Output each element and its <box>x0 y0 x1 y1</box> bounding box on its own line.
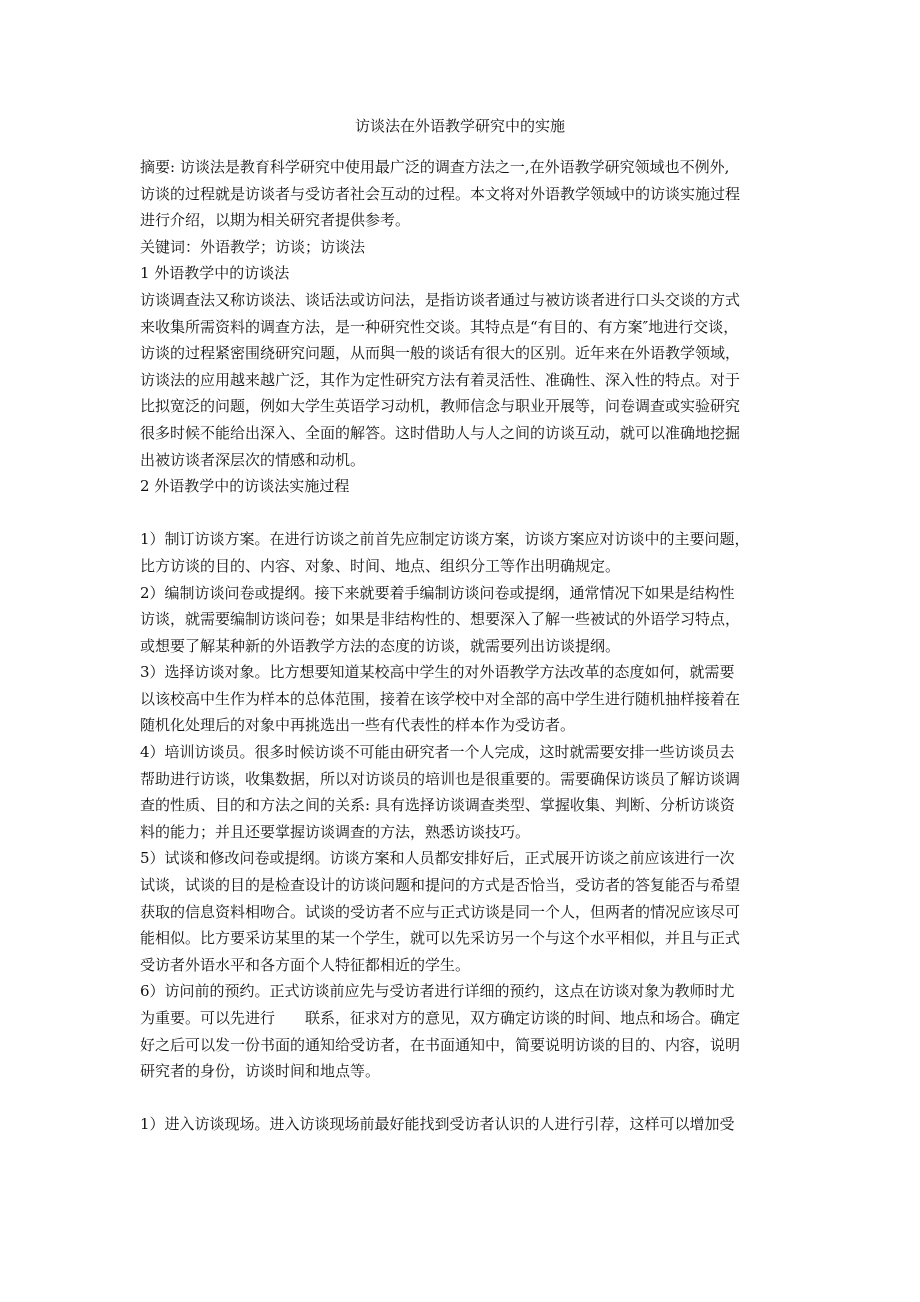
paragraph-line: 6）访问前的预约。正式访谈前应先与受访者进行详细的预约，这点在访谈对象为教师时尤 <box>140 982 735 1001</box>
paragraph-line: 比拟宽泛的问题，例如大学生英语学习动机，教师信念与职业开展等，问卷调查或实验研究 <box>140 397 741 416</box>
paragraph-line: 为重要。可以先进行 联系，征求对方的意见，双方确定访谈的时间、地点和场合。确定 <box>140 1009 741 1027</box>
paragraph-line: 5）试谈和修改问卷或提纲。访谈方案和人员都安排好后，正式展开访谈之前应该进行一次 <box>140 849 735 868</box>
paragraph-line: 访谈法的应用越来越广泛，其作为定性研究方法有着灵活性、准确性、深入性的特点。对于 <box>140 370 741 389</box>
paragraph-line: 访谈的过程紧密围绕研究问题，从而與一般的谈话有很大的区别。近年来在外语教学领域， <box>140 344 741 363</box>
section-3-body <box>140 1111 790 1138</box>
section-heading: 1 外语教学中的访谈法 <box>140 264 290 283</box>
paragraph-line: 来收集所需资料的调查方法，是一种研究性交谈。其特点是“有目的、有方案″地进行交谈， <box>140 317 739 336</box>
section-2-body <box>140 526 790 1084</box>
paragraph-line: 以该校高中生作为样本的总体范围，接着在该学校中对全部的高中学生进行随机抽样接着在 <box>140 689 741 708</box>
abstract-line: 访谈的过程就是访谈者与受访者社会互动的过程。本文将对外语教学领域中的访谈实施过程 <box>140 184 741 203</box>
paragraph-line: 2）编制访谈问卷或提纲。接下来就要着手编制访谈问卷或提纲，通常情况下如果是结构性 <box>140 583 735 602</box>
paragraph-line: 访谈，就需要编制访谈问卷；如果是非结构性的、想要深入了解一些被试的外语学习特点， <box>140 610 741 629</box>
paragraph-line: 好之后可以发一份书面的通知给受访者，在书面通知中，简要说明访谈的目的、内容，说明 <box>140 1035 741 1054</box>
blank-line <box>140 1085 790 1112</box>
document-title: 访谈法在外语教学研究中的实施 <box>354 117 565 135</box>
abstract-line: 摘要: 访谈法是教育科学研究中使用最广泛的调查方法之一,在外语教学研究领域也不例外, <box>140 158 730 176</box>
paragraph-line: 1）制订访谈方案。在进行访谈之前首先应制定访谈方案，访谈方案应对访谈中的主要问题， <box>140 530 750 549</box>
paragraph-line: 随机化处理后的对象中再挑选出一些有代表性的样本作为受访者。 <box>140 716 576 735</box>
section-1-body <box>140 287 790 473</box>
abstract <box>140 154 790 234</box>
document-body <box>140 154 790 1138</box>
blank-line <box>140 500 790 527</box>
paragraph-line: 出被访谈者深层次的情感和动机。 <box>140 450 366 469</box>
paragraph-line: 获取的信息资料相吻合。试谈的受访者不应与正式访谈是同一个人，但两者的情况应该尽可 <box>140 902 741 921</box>
paragraph-line: 1）进入访谈现场。进入访谈现场前最好能找到受访者认识的人进行引荐，这样可以增加受 <box>140 1115 735 1134</box>
abstract-line: 进行介绍，以期为相关研究者提供参考。 <box>140 211 411 230</box>
paragraph-line: 很多时候不能给出深入、全面的解答。这时借助人与人之间的访谈互动，就可以准确地挖掘 <box>140 423 741 442</box>
paragraph-line: 料的能力；并且还要掌握访谈调查的方法，熟悉访谈技巧。 <box>140 822 531 841</box>
paragraph-line: 试谈，试谈的目的是检查设计的访谈问题和提问的方式是否恰当，受访者的答复能否与希望 <box>140 876 741 895</box>
paragraph-line: 访谈调查法又称访谈法、谈话法或访问法，是指访谈者通过与被访谈者进行口头交谈的方式 <box>140 290 741 309</box>
paragraph-line: 4）培训访谈员。很多时候访谈不可能由研究者一个人完成，这时就需要安排一些访谈员去 <box>140 743 735 762</box>
paragraph-line: 查的性质、目的和方法之间的关系: 具有选择访谈调查类型、掌握收集、判断、分析访谈资 <box>140 796 735 815</box>
paragraph-line: 比方访谈的目的、内容、对象、时间、地点、组织分工等作出明确规定。 <box>140 556 621 575</box>
paragraph-line: 能相似。比方要采访某里的某一个学生，就可以先采访另一个与这个水平相似，并且与正式 <box>140 929 741 948</box>
paragraph-line: 3）选择访谈对象。比方想要知道某校高中学生的对外语教学方法改革的态度如何，就需要 <box>140 663 735 682</box>
paragraph-line: 受访者外语水平和各方面个人特征都相近的学生。 <box>140 955 471 974</box>
paragraph-line: 帮助进行访谈，收集数据，所以对访谈员的培训也是很重要的。需要确保访谈员了解访谈调 <box>140 769 741 788</box>
paragraph-line: 或想要了解某种新的外语教学方法的态度的访谈，就需要列出访谈提纲。 <box>140 636 621 655</box>
keywords: 关键词：外语教学；访谈；访谈法 <box>140 237 366 256</box>
section-heading: 2 外语教学中的访谈法实施过程 <box>140 477 350 496</box>
paragraph-line: 研究者的身份，访谈时间和地点等。 <box>140 1062 381 1081</box>
